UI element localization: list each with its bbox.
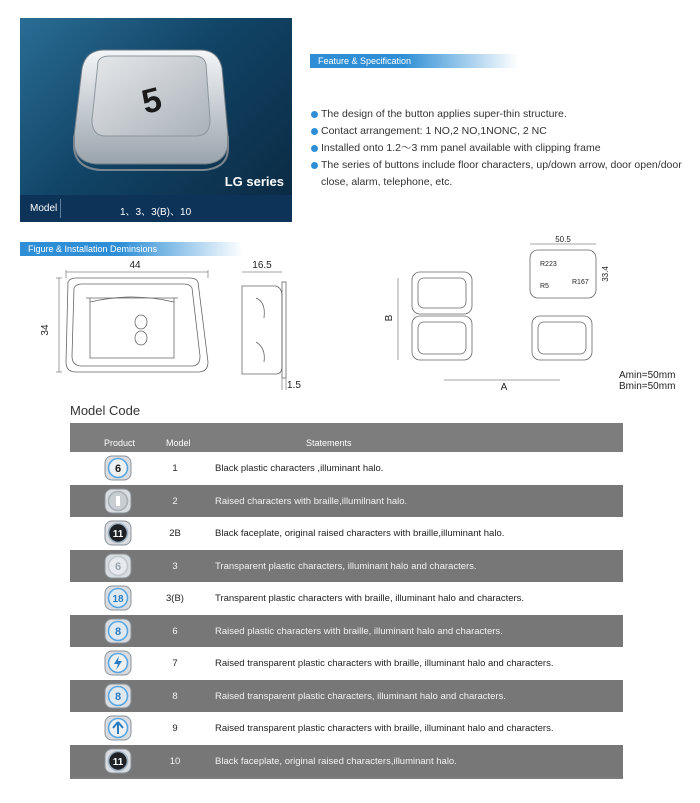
dim-depth: 16.5 (252, 260, 272, 271)
statement-cell: Transparent plastic characters, illuminant halo and characters. (215, 560, 477, 572)
arrow-up-button-icon (104, 715, 132, 741)
blue-digit-button-icon (104, 683, 132, 709)
radius-223: R223 (540, 261, 557, 268)
divider (60, 199, 61, 218)
model-cell: 7 (172, 658, 178, 669)
feature-banner: Feature & Specification (310, 54, 518, 68)
statement-cell: Raised characters with braille,illumilnant halo. (215, 495, 408, 507)
model-cell: 2 (172, 495, 178, 507)
model-cell: 3(B) (166, 593, 184, 604)
feature-item: Contact arrangement: 1 NO,2 NO,1NONC, 2 NC (311, 123, 691, 140)
product-icon-cell (104, 488, 132, 514)
black-digit-button-icon (104, 748, 132, 774)
series-label: LG series (224, 174, 284, 189)
statement-cell: Raised transparent plastic characters with braille, illuminant halo and characters. (215, 723, 554, 734)
icon-digit: 8 (114, 625, 122, 638)
table-bottom-border (70, 777, 623, 779)
spacing-layout (398, 272, 592, 380)
dim-cut-width: 50.5 (555, 235, 571, 244)
icon-digit: 6 (114, 463, 122, 475)
table-row (70, 615, 623, 648)
dark-digit-button-icon (104, 455, 132, 481)
model-cell: 9 (172, 723, 178, 734)
statement-cell: Raised transparent plastic characters, illuminant halo and characters. (215, 690, 506, 702)
model-bar (20, 195, 292, 222)
model-cell: 10 (169, 755, 181, 767)
amin-text: Amin=50mm (619, 370, 676, 381)
model-cell: 6 (172, 625, 178, 637)
figure-banner: Figure & Installation Deminsions (20, 242, 243, 256)
header-model: Model (166, 438, 191, 448)
statement-cell: Raised transparent plastic characters with braille, illuminant halo and characters. (215, 658, 554, 669)
product-icon-cell (104, 618, 132, 644)
alarm-button-icon (104, 650, 132, 676)
table-row (70, 582, 623, 615)
table-row (70, 712, 623, 745)
dim-height: 34 (40, 324, 51, 336)
table-body (70, 452, 623, 777)
bullet-icon (311, 145, 318, 152)
product-icon-cell (104, 520, 132, 546)
bullet-icon (311, 128, 318, 135)
table-row (70, 517, 623, 550)
feature-item: Installed onto 1.2～3 mm panel available with clipping frame (311, 140, 691, 157)
dim-width: 44 (129, 260, 141, 271)
icon-digit: 8 (114, 690, 122, 703)
button-digit: 5 (137, 80, 166, 122)
table-row (70, 745, 623, 778)
model-label: Model (30, 203, 58, 214)
model-code-table (70, 423, 623, 779)
radius-167: R167 (572, 279, 589, 286)
statement-cell: Transparent plastic characters with braille, illuminant halo and characters. (215, 593, 525, 604)
icon-digit: 11 (112, 756, 124, 768)
silver-braille-button-icon (104, 488, 132, 514)
statement-cell: Black faceplate, original raised characters with braille,illuminant halo. (215, 528, 505, 539)
product-icon-cell (104, 715, 132, 741)
product-icon-cell (104, 683, 132, 709)
black-digit-button-icon (104, 520, 132, 546)
product-icon-cell (104, 455, 132, 481)
min-spacing-note (619, 370, 675, 392)
table-row (70, 485, 623, 518)
bullet-icon (311, 111, 318, 118)
table-header (70, 423, 623, 452)
bullet-icon (311, 162, 318, 169)
header-statements: Statements (306, 438, 352, 448)
icon-digit: 11 (112, 529, 124, 540)
model-code-title: Model Code (70, 403, 141, 418)
dim-panel: 1.5 (287, 380, 301, 391)
icon-digit: 6 (114, 560, 122, 573)
front-view (56, 270, 208, 372)
model-value: 1、3、3(B)、10 (120, 207, 192, 218)
model-cell: 3 (172, 560, 178, 572)
table-row (70, 550, 623, 583)
button-product-image (60, 40, 240, 180)
braille-icon (116, 496, 120, 506)
dim-cut-height: 33.4 (601, 266, 610, 282)
side-view (242, 272, 286, 390)
statement-cell: Black plastic characters ,illuminant halo. (215, 463, 384, 474)
statement-cell: Black faceplate, original raised characters,illuminant halo. (215, 755, 457, 767)
light-digit-button-icon (104, 553, 132, 579)
model-cell: 2B (169, 528, 181, 539)
spacing-a: A (500, 382, 508, 393)
product-icon-cell (104, 553, 132, 579)
icon-digit: 18 (112, 594, 124, 605)
product-icon-cell (104, 585, 132, 611)
feature-item: The design of the button applies super-thin structure. (311, 106, 691, 123)
blue-digit-button-icon (104, 585, 132, 611)
spacing-b: B (384, 314, 395, 322)
statement-cell: Raised plastic characters with braille, illuminant halo and characters. (215, 625, 503, 637)
feature-item: The series of buttons include floor characters, up/down arrow, door open/door close, alarm, telephone, etc. (311, 157, 691, 191)
product-icon-cell (104, 650, 132, 676)
radius-5: R5 (540, 283, 549, 290)
model-cell: 8 (172, 690, 178, 702)
blue-digit-braille-button-icon (104, 618, 132, 644)
table-row (70, 452, 623, 485)
table-row (70, 680, 623, 713)
bmin-text: Bmin=50mm (619, 381, 676, 392)
product-hero (20, 18, 292, 222)
header-product: Product (104, 438, 136, 448)
model-cell: 1 (172, 463, 178, 474)
product-icon-cell (104, 748, 132, 774)
table-row (70, 647, 623, 680)
feature-list (311, 106, 691, 191)
